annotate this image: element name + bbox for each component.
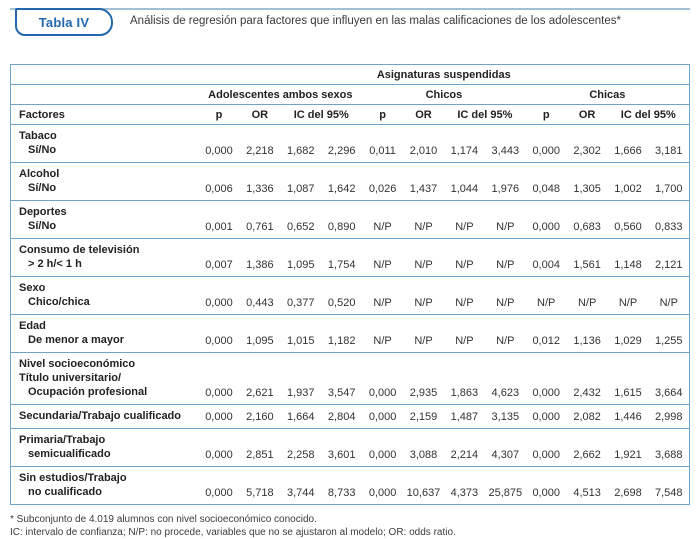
value-cell: 0,000	[205, 411, 233, 423]
p-header-3: p	[542, 109, 550, 121]
value-cell: 1,386	[246, 259, 274, 271]
factor-label	[11, 239, 199, 277]
value-cell: 2,851	[246, 449, 274, 461]
value-cell: N/P	[455, 221, 474, 233]
value-cell: 4,307	[491, 449, 520, 461]
value-cell: 2,432	[573, 387, 601, 399]
value-cell: 0,560	[614, 221, 642, 233]
value-cell: 0,761	[246, 221, 274, 233]
value-cell: 0,000	[532, 411, 560, 423]
span-header: Asignaturas suspendidas	[376, 69, 511, 81]
p-header-2: p	[379, 109, 386, 121]
value-cell: 0,000	[205, 449, 233, 461]
value-cell: 1,029	[614, 335, 642, 347]
footnote-sample: * Subconjunto de 4.019 alumnos con nivel socioeconómico conocido.	[10, 514, 317, 525]
value-cell: N/P	[496, 259, 515, 271]
factor-label	[11, 429, 199, 467]
value-cell: N/P	[373, 259, 392, 271]
value-cell: 1,148	[614, 259, 642, 271]
table-badge	[15, 8, 113, 36]
value-cell: 0,000	[532, 387, 560, 399]
value-cell: N/P	[496, 221, 515, 233]
value-cell: 3,547	[327, 387, 356, 399]
ic-header-1: IC del 95%	[293, 109, 349, 121]
value-cell: 0,000	[368, 411, 397, 423]
value-cell: 1,487	[450, 411, 479, 423]
factor-line: Sexo	[19, 282, 46, 294]
factor-line: Consumo de televisión	[19, 244, 140, 256]
value-cell: 1,087	[287, 183, 315, 195]
factor-label	[11, 353, 199, 405]
factor-line: Sí/No	[28, 220, 57, 232]
value-cell: N/P	[577, 297, 597, 309]
factor-line: Ocupación profesional	[28, 386, 148, 398]
value-cell: 0,000	[205, 335, 233, 347]
factor-line: Edad	[19, 320, 46, 332]
factor-label	[11, 163, 199, 201]
value-cell: 0,000	[205, 387, 233, 399]
value-cell: N/P	[618, 297, 638, 309]
value-cell: 0,004	[532, 259, 560, 271]
paper-table-figure	[0, 8, 700, 538]
value-cell: N/P	[414, 259, 433, 271]
value-cell: N/P	[373, 221, 392, 233]
value-cell: 4,623	[491, 387, 520, 399]
value-cell: N/P	[455, 259, 474, 271]
value-cell: 3,744	[287, 487, 315, 499]
table-row	[11, 315, 690, 353]
value-cell: N/P	[373, 335, 392, 347]
value-cell: 1,437	[409, 183, 438, 195]
value-cell: 1,666	[614, 145, 642, 157]
value-cell: 1,642	[327, 183, 356, 195]
value-cell: 0,012	[532, 335, 560, 347]
value-cell: 0,000	[368, 387, 397, 399]
table-row	[11, 405, 690, 429]
value-cell: 25,875	[488, 487, 523, 499]
value-cell: 0,000	[205, 297, 233, 309]
value-cell: 0,007	[205, 259, 233, 271]
value-cell: 0,000	[532, 145, 560, 157]
column-header-row	[11, 105, 690, 125]
value-cell: 0,006	[205, 183, 233, 195]
value-cell: 2,082	[573, 411, 601, 423]
value-cell: 1,682	[287, 145, 315, 157]
factor-line: Alcohol	[19, 168, 60, 180]
value-cell: 0,000	[205, 487, 233, 499]
value-cell: 1,863	[450, 387, 479, 399]
value-cell: 3,088	[409, 449, 438, 461]
table-title: Análisis de regresión para factores que influyen en las malas calificaciones de los adolescentes*	[130, 15, 621, 27]
value-cell: 1,561	[573, 259, 601, 271]
value-cell: 0,683	[573, 221, 601, 233]
value-cell: 0,000	[205, 145, 233, 157]
table-body	[11, 125, 690, 505]
group-header-chicos: Chicos	[425, 89, 463, 101]
value-cell: N/P	[414, 335, 433, 347]
value-cell: N/P	[455, 335, 474, 347]
table-row	[11, 467, 690, 505]
value-cell: 1,095	[287, 259, 315, 271]
value-cell: 1,305	[573, 183, 601, 195]
factor-line: Primaria/Trabajo	[19, 434, 106, 446]
factor-line: Tabaco	[19, 130, 57, 142]
value-cell: N/P	[537, 297, 556, 309]
value-cell: 2,159	[409, 411, 438, 423]
value-cell: 1,664	[287, 411, 315, 423]
value-cell: N/P	[414, 297, 433, 309]
value-cell: N/P	[496, 297, 515, 309]
group-header-ambos-sexos: Adolescentes ambos sexos	[208, 89, 353, 101]
value-cell: 2,010	[409, 145, 438, 157]
value-cell: 2,662	[573, 449, 601, 461]
table-head	[11, 65, 690, 125]
value-cell: 0,000	[532, 449, 560, 461]
factor-line: Secundaria/Trabajo cualificado	[19, 410, 181, 422]
value-cell: 0,833	[654, 221, 683, 233]
group-header-row	[11, 85, 690, 105]
value-cell: 1,255	[654, 335, 683, 347]
value-cell: 1,002	[614, 183, 642, 195]
factor-line: semicualificado	[28, 448, 111, 460]
value-cell: 0,011	[369, 145, 396, 157]
table-row	[11, 429, 690, 467]
factor-line: Sí/No	[28, 144, 57, 156]
value-cell: 0,000	[368, 487, 397, 499]
value-cell: 0,520	[327, 297, 356, 309]
value-cell: 1,044	[450, 183, 479, 195]
ic-header-2: IC del 95%	[457, 109, 513, 121]
factor-line: Deportes	[19, 206, 67, 218]
value-cell: 1,976	[491, 183, 520, 195]
table-row	[11, 125, 690, 163]
factor-label	[11, 405, 199, 429]
value-cell: 1,015	[287, 335, 315, 347]
value-cell: 2,296	[327, 145, 356, 157]
value-cell: 5,718	[246, 487, 274, 499]
value-cell: 8,733	[327, 487, 356, 499]
factor-line: Sin estudios/Trabajo	[19, 472, 127, 484]
value-cell: 7,548	[654, 487, 683, 499]
value-cell: 0,000	[368, 449, 397, 461]
table-row	[11, 277, 690, 315]
factor-label	[11, 315, 199, 353]
value-cell: 3,688	[654, 449, 683, 461]
value-cell: 2,698	[614, 487, 642, 499]
value-cell: 0,026	[368, 183, 397, 195]
factor-label	[11, 467, 199, 505]
value-cell: 3,601	[327, 449, 356, 461]
p-header-1: p	[215, 109, 223, 121]
value-cell: 4,513	[573, 487, 601, 499]
value-cell: 3,443	[491, 145, 520, 157]
value-cell: 1,446	[614, 411, 642, 423]
factor-label	[11, 125, 199, 163]
value-cell: 0,377	[287, 297, 315, 309]
value-cell: 2,214	[450, 449, 479, 461]
value-cell: 0,000	[532, 221, 560, 233]
table-badge-label: Tabla IV	[38, 14, 90, 30]
value-cell: 2,804	[327, 411, 356, 423]
caption-bar	[10, 8, 690, 42]
value-cell: 2,121	[654, 259, 683, 271]
footnotes	[10, 513, 690, 539]
value-cell: 3,181	[654, 145, 683, 157]
or-header-3: OR	[578, 109, 596, 121]
value-cell: N/P	[373, 297, 392, 309]
value-cell: 3,135	[491, 411, 520, 423]
value-cell: N/P	[414, 221, 433, 233]
regression-table	[10, 64, 690, 505]
value-cell: N/P	[455, 297, 474, 309]
value-cell: 2,218	[246, 145, 274, 157]
value-cell: 10,637	[406, 487, 441, 499]
value-cell: 1,136	[573, 335, 601, 347]
value-cell: 1,095	[246, 335, 274, 347]
value-cell: 1,174	[450, 145, 479, 157]
factor-line: Sí/No	[28, 182, 57, 194]
value-cell: 2,935	[409, 387, 438, 399]
factor-line: De menor a mayor	[28, 334, 124, 346]
value-cell: N/P	[496, 335, 515, 347]
value-cell: 0,890	[327, 221, 356, 233]
table-row	[11, 201, 690, 239]
span-header-row	[11, 65, 690, 85]
table-row	[11, 239, 690, 277]
value-cell: 1,921	[614, 449, 642, 461]
value-cell: 3,664	[654, 387, 683, 399]
factor-line: Chico/chica	[28, 296, 90, 308]
value-cell: 1,182	[327, 335, 356, 347]
value-cell: 1,336	[246, 183, 274, 195]
factor-line: > 2 h/< 1 h	[28, 258, 82, 270]
value-cell: 2,302	[573, 145, 601, 157]
empty-corner-cell	[11, 65, 199, 85]
value-cell: 1,615	[614, 387, 642, 399]
value-cell: 0,048	[532, 183, 560, 195]
factor-line: Nivel socioeconómico	[19, 358, 136, 370]
value-cell: 2,160	[246, 411, 274, 423]
value-cell: 2,258	[287, 449, 315, 461]
value-cell: 1,754	[327, 259, 356, 271]
or-header-2: OR	[415, 109, 432, 121]
or-header-1: OR	[251, 109, 269, 121]
footnote-abbreviations: IC: intervalo de confianza; N/P: no procede, variables que no se ajustaron al modelo; OR: odds ratio.	[10, 527, 456, 538]
value-cell: 1,700	[654, 183, 683, 195]
factor-label	[11, 277, 199, 315]
empty-cell	[11, 85, 199, 105]
value-cell: 2,621	[246, 387, 274, 399]
table-row	[11, 353, 690, 405]
value-cell: 1,937	[287, 387, 315, 399]
value-cell: 4,373	[450, 487, 479, 499]
factor-line: no cualificado	[28, 486, 102, 498]
value-cell: N/P	[659, 297, 678, 309]
factores-header: Factores	[19, 109, 65, 121]
value-cell: 0,000	[532, 487, 560, 499]
value-cell: 0,001	[205, 221, 233, 233]
table-row	[11, 163, 690, 201]
factor-label	[11, 201, 199, 239]
ic-header-3: IC del 95%	[620, 109, 676, 121]
value-cell: 0,652	[287, 221, 315, 233]
group-header-chicas: Chicas	[589, 89, 626, 101]
value-cell: 0,443	[246, 297, 274, 309]
factor-line: Título universitario/	[19, 372, 122, 384]
value-cell: 2,998	[654, 411, 683, 423]
